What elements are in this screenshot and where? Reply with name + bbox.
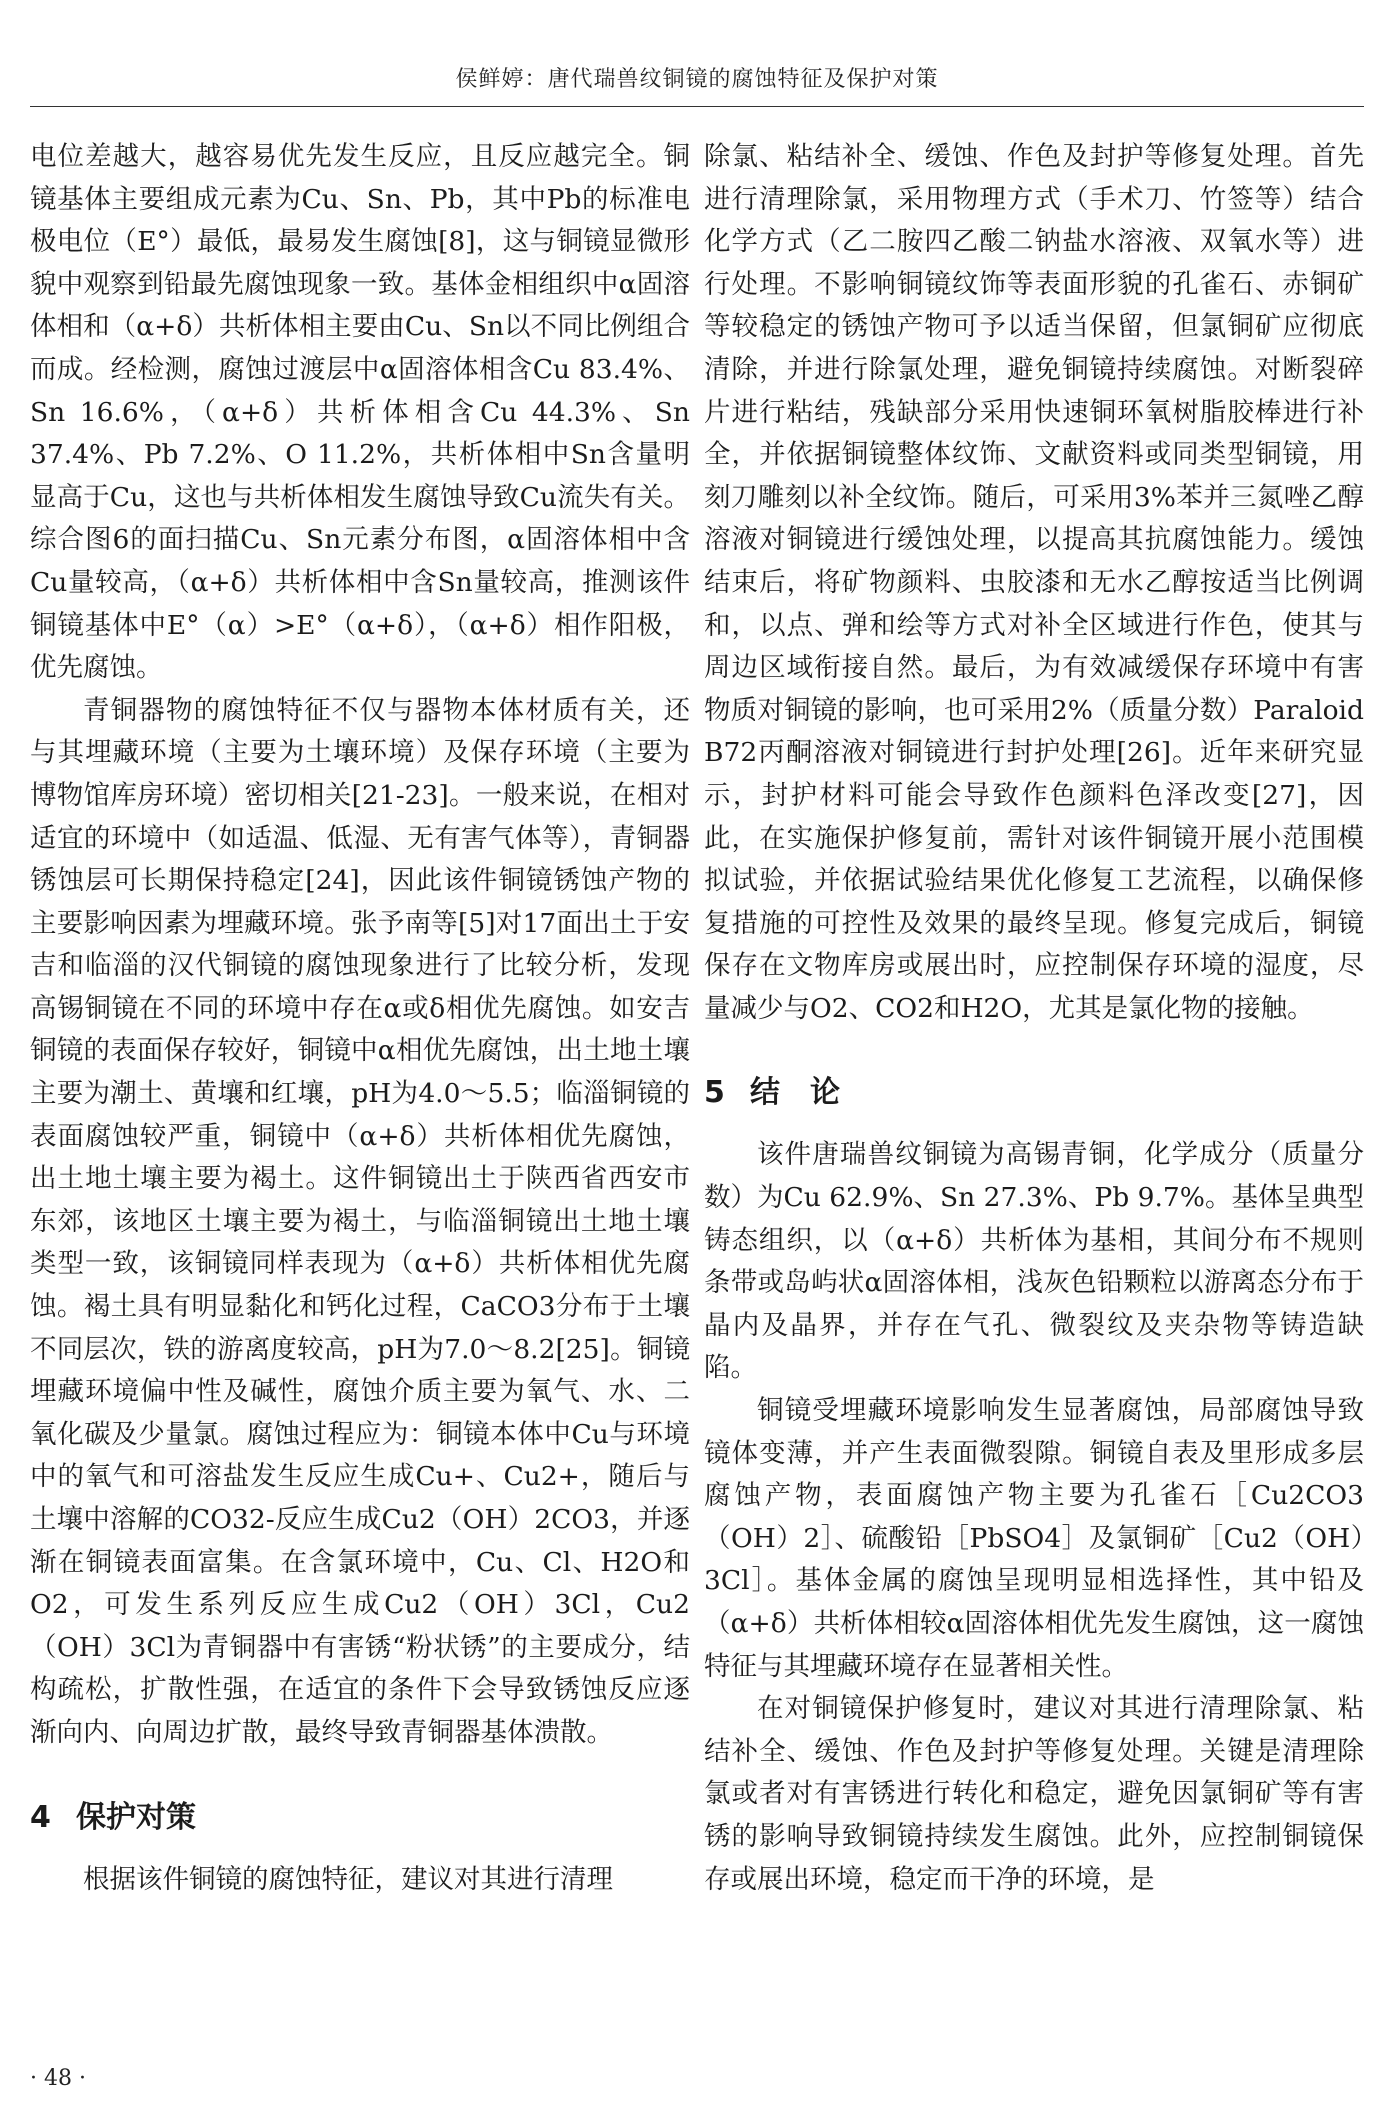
section-heading-conclusion <box>704 1070 1364 1116</box>
paragraph-protection-intro: 根据该件铜镜的腐蚀特征，建议对其进行清理 <box>83 1863 613 1895</box>
section-heading-protection <box>30 1795 690 1841</box>
right-column <box>704 136 1364 1901</box>
paragraph-conclusion-corrosion: 铜镜受埋藏环境影响发生显著腐蚀，局部腐蚀导致镜体变薄，并产生表面微裂隙。铜镜自表及里形成多层腐蚀产物，表面腐蚀产物主要为孔雀石［Cu2CO3（OH）2］、硫酸铅［PbSO4］及氯铜矿［Cu2（OH）3Cl］。基体金属的腐蚀呈现明显相选择性，其中铅及（α+δ）共析体相较α固溶体相优先发生腐蚀，这一腐蚀特征与其埋藏环境存在显著相关性。 <box>704 1395 1364 1682</box>
paragraph-corrosion-mechanism: 电位差越大，越容易优先发生反应，且反应越完全。铜镜基体主要组成元素为Cu、Sn、Pb，其中Pb的标准电极电位（E°）最低，最易发生腐蚀[8]，这与铜镜显微形貌中观察到铅最先腐蚀现象一致。基体金相组织中α固溶体相和（α+δ）共析体相主要由Cu、Sn以不同比例组合而成。经检测，腐蚀过渡层中α固溶体相含Cu 83.4%、Sn 16.6%，（α+δ）共析体相含Cu 44.3%、Sn 37.4%、Pb 7.2%、O 11.2%，共析体相中Sn含量明显高于Cu，这也与共析体相发生腐蚀导致Cu流失有关。综合图6的面扫描Cu、Sn元素分布图，α固溶体相中含Cu量较高，（α+δ）共析体相中含Sn量较高，推测该件铜镜基体中E°（α）>E°（α+δ），（α+δ）相作阳极，优先腐蚀。 <box>30 141 690 684</box>
header-divider <box>30 106 1364 107</box>
page-number: · 48 · <box>30 2066 86 2091</box>
section-title: 结 论 <box>750 1075 840 1111</box>
paragraph-burial-environment: 青铜器物的腐蚀特征不仅与器物本体材质有关，还与其埋藏环境（主要为土壤环境）及保存环境（主要为博物馆库房环境）密切相关[21-23]。一般来说，在相对适宜的环境中（如适温、低湿、无有害气体等），青铜器锈蚀层可长期保持稳定[24]，因此该件铜镜锈蚀产物的主要影响因素为埋藏环境。张予南等[5]对17面出土于安吉和临淄的汉代铜镜的腐蚀现象进行了比较分析，发现高锡铜镜在不同的环境中存在α或δ相优先腐蚀。如安吉铜镜的表面保存较好，铜镜中α相优先腐蚀，出土地土壤主要为潮土、黄壤和红壤，pH为4.0～5.5；临淄铜镜的表面腐蚀较严重，铜镜中（α+δ）共析体相优先腐蚀，出土地土壤主要为褐土。这件铜镜出土于陕西省西安市东郊，该地区土壤主要为褐土，与临淄铜镜出土地土壤类型一致，该铜镜同样表现为（α+δ）共析体相优先腐蚀。褐土具有明显黏化和钙化过程，CaCO3分布于土壤不同层次，铁的游离度较高，pH为7.0～8.2[25]。铜镜埋藏环境偏中性及碱性，腐蚀介质主要为氧气、水、二氧化碳及少量氯。腐蚀过程应为：铜镜本体中Cu与环境中的氧气和可溶盐发生反应生成Cu+、Cu2+，随后与土壤中溶解的CO32-反应生成Cu2（OH）2CO3，并逐渐在铜镜表面富集。在含氯环境中，Cu、Cl、H2O和O2，可发生系列反应生成Cu2（OH）3Cl，Cu2（OH）3Cl为青铜器中有害锈“粉状锈”的主要成分，结构疏松，扩散性强，在适宜的条件下会导致锈蚀反应逐渐向内、向周边扩散，最终导致青铜器基体溃散。 <box>30 694 690 1748</box>
left-column <box>30 136 690 1901</box>
section-number: 4 <box>30 1799 51 1835</box>
paragraph-conclusion-recommendation: 在对铜镜保护修复时，建议对其进行清理除氯、粘结补全、缓蚀、作色及封护等修复处理。关键是清理除氯或者对有害锈进行转化和稳定，避免因氯铜矿等有害锈的影响导致铜镜持续发生腐蚀。此外，应控制铜镜保存或展出环境，稳定而干净的环境，是 <box>704 1693 1364 1895</box>
paragraph-conclusion-composition: 该件唐瑞兽纹铜镜为高锡青铜，化学成分（质量分数）为Cu 62.9%、Sn 27.3%、Pb 9.7%。基体呈典型铸态组织，以（α+δ）共析体为基相，其间分布不规则条带或岛屿状α固溶体相，浅灰色铅颗粒以游离态分布于晶内及晶界，并存在气孔、微裂纹及夹杂物等铸造缺陷。 <box>704 1139 1364 1384</box>
section-number: 5 <box>704 1075 725 1111</box>
running-header: 侯鲜婷：唐代瑞兽纹铜镜的腐蚀特征及保护对策 <box>455 67 939 92</box>
section-title: 保护对策 <box>76 1799 196 1835</box>
paragraph-restoration-steps: 除氯、粘结补全、缓蚀、作色及封护等修复处理。首先进行清理除氯，采用物理方式（手术刀、竹签等）结合化学方式（乙二胺四乙酸二钠盐水溶液、双氧水等）进行处理。不影响铜镜纹饰等表面形貌的孔雀石、赤铜矿等较稳定的锈蚀产物可予以适当保留，但氯铜矿应彻底清除，并进行除氯处理，避免铜镜持续腐蚀。对断裂碎片进行粘结，残缺部分采用快速铜环氧树脂胶棒进行补全，并依据铜镜整体纹饰、文献资料或同类型铜镜，用刻刀雕刻以补全纹饰。随后，可采用3%苯并三氮唑乙醇溶液对铜镜进行缓蚀处理，以提高其抗腐蚀能力。缓蚀结束后，将矿物颜料、虫胶漆和无水乙醇按适当比例调和，以点、弹和绘等方式对补全区域进行作色，使其与周边区域衔接自然。最后，为有效减缓保存环境中有害物质对铜镜的影响，也可采用2%（质量分数）Paraloid B72丙酮溶液对铜镜进行封护处理[26]。近年来研究显示，封护材料可能会导致作色颜料色泽改变[27]，因此，在实施保护修复前，需针对该件铜镜开展小范围模拟试验，并依据试验结果优化修复工艺流程，以确保修复措施的可控性及效果的最终呈现。修复完成后，铜镜保存在文物库房或展出时，应控制保存环境的湿度，尽量减少与O2、CO2和H2O，尤其是氯化物的接触。 <box>704 141 1364 1024</box>
